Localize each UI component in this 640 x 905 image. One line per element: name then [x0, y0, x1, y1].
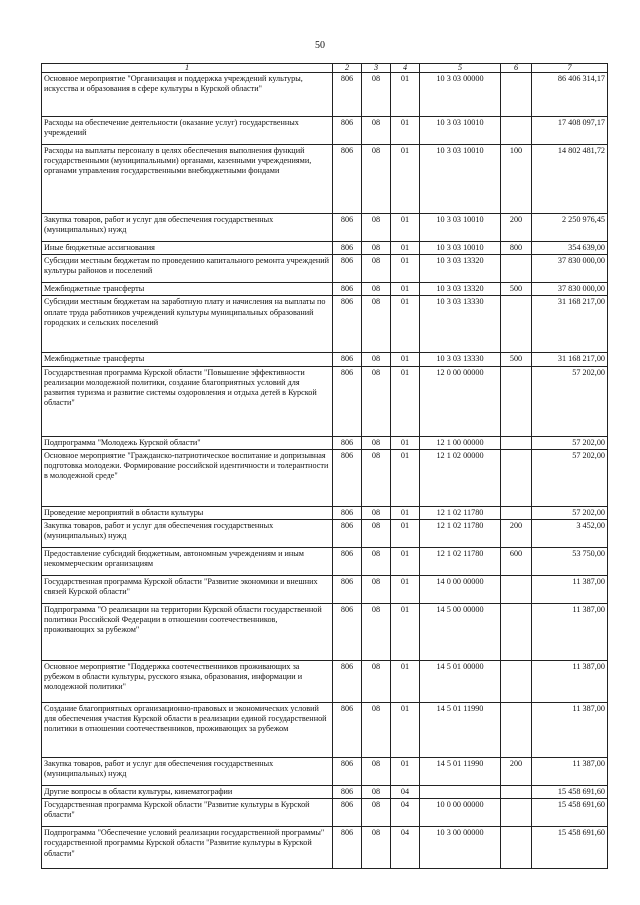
cell-ved: 806 — [333, 827, 362, 869]
cell-pr: 01 — [391, 604, 420, 661]
cell-vr: 600 — [501, 548, 532, 576]
table-row — [42, 283, 608, 296]
cell-rz: 08 — [362, 604, 391, 661]
cell-rz: 08 — [362, 214, 391, 242]
cell-sum: 53 750,00 — [532, 548, 608, 576]
cell-sum: 3 452,00 — [532, 520, 608, 548]
cell-rz: 08 — [362, 145, 391, 214]
cell-rz: 08 — [362, 353, 391, 366]
cell-pr: 01 — [391, 296, 420, 353]
cell-csr: 10 3 00 00000 — [420, 827, 501, 869]
table-body — [42, 73, 608, 869]
cell-pr: 01 — [391, 145, 420, 214]
cell-ved: 806 — [333, 758, 362, 786]
cell-rz: 08 — [362, 758, 391, 786]
cell-name: Государственная программа Курской области "Повышение эффективности реализации молодежной политики, создание благоприятных условий для развития туризма и развитие системы оздоровления и отдыха детей в Курской области" — [42, 366, 333, 436]
cell-rz: 08 — [362, 449, 391, 506]
cell-sum: 17 408 097,17 — [532, 117, 608, 145]
cell-rz: 08 — [362, 506, 391, 519]
table-header-row — [42, 64, 608, 73]
cell-sum: 37 830 000,00 — [532, 283, 608, 296]
cell-vr: 200 — [501, 214, 532, 242]
cell-rz: 08 — [362, 117, 391, 145]
table-row — [42, 703, 608, 758]
cell-vr — [501, 449, 532, 506]
cell-rz: 08 — [362, 786, 391, 799]
table-row — [42, 255, 608, 283]
page-number: 50 — [315, 40, 325, 51]
cell-name: Субсидии местным бюджетам на заработную плату и начисления на выплаты по оплате труда работников учреждений культуры муниципальных образований городских и сельских поселений — [42, 296, 333, 353]
cell-pr: 01 — [391, 242, 420, 255]
cell-pr: 01 — [391, 661, 420, 703]
cell-vr: 200 — [501, 520, 532, 548]
cell-sum: 15 458 691,60 — [532, 827, 608, 869]
table-row — [42, 145, 608, 214]
cell-csr — [420, 786, 501, 799]
cell-name: Предоставление субсидий бюджетным, автономным учреждениям и иным некоммерческим организациям — [42, 548, 333, 576]
cell-sum: 11 387,00 — [532, 604, 608, 661]
cell-rz: 08 — [362, 799, 391, 827]
cell-ved: 806 — [333, 786, 362, 799]
cell-sum: 2 250 976,45 — [532, 214, 608, 242]
cell-pr: 04 — [391, 786, 420, 799]
cell-rz: 08 — [362, 827, 391, 869]
table-row — [42, 520, 608, 548]
cell-ved: 806 — [333, 242, 362, 255]
table-row — [42, 366, 608, 436]
cell-pr: 01 — [391, 506, 420, 519]
cell-name: Основное мероприятие "Поддержка соотечественников проживающих за рубежом в области культуры, русского языка, образования, информации и молодежной политики" — [42, 661, 333, 703]
cell-rz: 08 — [362, 296, 391, 353]
cell-vr — [501, 661, 532, 703]
cell-pr: 01 — [391, 73, 420, 117]
table-row — [42, 548, 608, 576]
cell-ved: 806 — [333, 576, 362, 604]
cell-vr — [501, 436, 532, 449]
cell-sum: 31 168 217,00 — [532, 353, 608, 366]
cell-csr: 14 5 01 11990 — [420, 758, 501, 786]
table-row — [42, 758, 608, 786]
cell-ved: 806 — [333, 283, 362, 296]
cell-pr: 01 — [391, 214, 420, 242]
cell-rz: 08 — [362, 661, 391, 703]
col-header-name: 1 — [42, 64, 333, 73]
cell-csr: 12 1 02 11780 — [420, 520, 501, 548]
cell-vr — [501, 799, 532, 827]
cell-ved: 806 — [333, 604, 362, 661]
col-header-rz: 3 — [362, 64, 391, 73]
cell-vr — [501, 703, 532, 758]
cell-csr: 10 3 03 13320 — [420, 283, 501, 296]
cell-vr — [501, 255, 532, 283]
cell-name: Создание благоприятных организационно-правовых и экономических условий для обеспечения участия Курской области в реализации единой государственной политики в отношении соотечественников, проживающих за рубежом — [42, 703, 333, 758]
cell-vr — [501, 576, 532, 604]
col-header-csr: 5 — [420, 64, 501, 73]
cell-pr: 01 — [391, 117, 420, 145]
cell-ved: 806 — [333, 353, 362, 366]
cell-csr: 10 3 03 10010 — [420, 242, 501, 255]
cell-name: Межбюджетные трансферты — [42, 353, 333, 366]
cell-name: Основное мероприятие "Гражданско-патриотическое воспитание и допризывная подготовка молодежи. Формирование российской идентичности и толерантности в молодежной среде" — [42, 449, 333, 506]
cell-csr: 10 3 03 10010 — [420, 117, 501, 145]
table-row — [42, 436, 608, 449]
cell-csr: 10 3 03 10010 — [420, 145, 501, 214]
cell-csr: 12 1 00 00000 — [420, 436, 501, 449]
cell-sum: 11 387,00 — [532, 758, 608, 786]
cell-name: Основное мероприятие "Организация и поддержка учреждений культуры, искусства и образования в сфере культуры в Курской области" — [42, 73, 333, 117]
cell-vr — [501, 786, 532, 799]
cell-rz: 08 — [362, 73, 391, 117]
cell-rz: 08 — [362, 576, 391, 604]
cell-csr: 12 1 02 00000 — [420, 449, 501, 506]
cell-ved: 806 — [333, 366, 362, 436]
cell-csr: 10 3 03 13330 — [420, 353, 501, 366]
cell-ved: 806 — [333, 117, 362, 145]
cell-sum: 57 202,00 — [532, 366, 608, 436]
cell-csr: 10 3 03 13320 — [420, 255, 501, 283]
budget-table — [41, 63, 608, 869]
cell-name: Субсидии местным бюджетам по проведению капитального ремонта учреждений культуры районов и поселений — [42, 255, 333, 283]
cell-name: Расходы на обеспечение деятельности (оказание услуг) государственных учреждений — [42, 117, 333, 145]
table-row — [42, 506, 608, 519]
col-header-pr: 4 — [391, 64, 420, 73]
cell-ved: 806 — [333, 214, 362, 242]
cell-rz: 08 — [362, 255, 391, 283]
cell-rz: 08 — [362, 703, 391, 758]
table-row — [42, 214, 608, 242]
table-row — [42, 73, 608, 117]
cell-vr — [501, 604, 532, 661]
cell-pr: 01 — [391, 703, 420, 758]
cell-sum: 11 387,00 — [532, 661, 608, 703]
cell-ved: 806 — [333, 145, 362, 214]
table-row — [42, 799, 608, 827]
cell-ved: 806 — [333, 799, 362, 827]
cell-vr: 500 — [501, 283, 532, 296]
cell-pr: 01 — [391, 520, 420, 548]
cell-csr: 12 0 00 00000 — [420, 366, 501, 436]
cell-name: Закупка товаров, работ и услуг для обеспечения государственных (муниципальных) нужд — [42, 520, 333, 548]
table-row — [42, 242, 608, 255]
cell-vr — [501, 506, 532, 519]
cell-sum: 15 458 691,60 — [532, 786, 608, 799]
cell-ved: 806 — [333, 255, 362, 283]
cell-csr: 12 1 02 11780 — [420, 548, 501, 576]
cell-name: Государственная программа Курской области "Развитие экономики и внешних связей Курской области" — [42, 576, 333, 604]
col-header-sum: 7 — [532, 64, 608, 73]
cell-csr: 10 3 03 10010 — [420, 214, 501, 242]
cell-vr — [501, 117, 532, 145]
cell-rz: 08 — [362, 366, 391, 436]
cell-ved: 806 — [333, 436, 362, 449]
cell-sum: 37 830 000,00 — [532, 255, 608, 283]
cell-pr: 01 — [391, 449, 420, 506]
cell-csr: 12 1 02 11780 — [420, 506, 501, 519]
cell-sum: 11 387,00 — [532, 576, 608, 604]
cell-vr — [501, 827, 532, 869]
cell-vr: 800 — [501, 242, 532, 255]
table-row — [42, 604, 608, 661]
cell-vr: 200 — [501, 758, 532, 786]
cell-pr: 01 — [391, 366, 420, 436]
cell-pr: 04 — [391, 799, 420, 827]
cell-rz: 08 — [362, 548, 391, 576]
cell-pr: 01 — [391, 255, 420, 283]
table-row — [42, 661, 608, 703]
cell-ved: 806 — [333, 506, 362, 519]
cell-csr: 14 0 00 00000 — [420, 576, 501, 604]
cell-rz: 08 — [362, 436, 391, 449]
cell-csr: 14 5 01 00000 — [420, 661, 501, 703]
cell-ved: 806 — [333, 661, 362, 703]
cell-pr: 01 — [391, 548, 420, 576]
table-row — [42, 296, 608, 353]
table-row — [42, 117, 608, 145]
cell-vr — [501, 73, 532, 117]
cell-name: Другие вопросы в области культуры, кинематографии — [42, 786, 333, 799]
cell-ved: 806 — [333, 449, 362, 506]
cell-vr — [501, 366, 532, 436]
cell-csr: 10 3 03 00000 — [420, 73, 501, 117]
cell-ved: 806 — [333, 296, 362, 353]
cell-sum: 11 387,00 — [532, 703, 608, 758]
table-row — [42, 353, 608, 366]
cell-name: Подпрограмма "Молодежь Курской области" — [42, 436, 333, 449]
cell-pr: 01 — [391, 576, 420, 604]
cell-name: Государственная программа Курской области "Развитие культуры в Курской области" — [42, 799, 333, 827]
cell-name: Подпрограмма "Обеспечение условий реализации государственной программы" государственной программы Курской области "Развитие культуры в Курской области" — [42, 827, 333, 869]
cell-name: Межбюджетные трансферты — [42, 283, 333, 296]
table-row — [42, 449, 608, 506]
cell-name: Закупка товаров, работ и услуг для обеспечения государственных (муниципальных) нужд — [42, 214, 333, 242]
cell-sum: 57 202,00 — [532, 449, 608, 506]
cell-pr: 01 — [391, 758, 420, 786]
cell-pr: 01 — [391, 283, 420, 296]
cell-rz: 08 — [362, 520, 391, 548]
cell-sum: 354 639,00 — [532, 242, 608, 255]
cell-vr — [501, 296, 532, 353]
cell-sum: 86 406 314,17 — [532, 73, 608, 117]
table-row — [42, 827, 608, 869]
cell-name: Иные бюджетные ассигнования — [42, 242, 333, 255]
cell-pr: 01 — [391, 436, 420, 449]
cell-name: Расходы на выплаты персоналу в целях обеспечения выполнения функций государственными (муниципальными) органами, казенными учреждениями, органами управления государственными внебюджетными фондами — [42, 145, 333, 214]
cell-rz: 08 — [362, 242, 391, 255]
cell-sum: 57 202,00 — [532, 506, 608, 519]
cell-vr: 500 — [501, 353, 532, 366]
cell-csr: 14 5 00 00000 — [420, 604, 501, 661]
cell-name: Закупка товаров, работ и услуг для обеспечения государственных (муниципальных) нужд — [42, 758, 333, 786]
cell-name: Проведение мероприятий в области культуры — [42, 506, 333, 519]
cell-csr: 10 3 03 13330 — [420, 296, 501, 353]
cell-sum: 15 458 691,60 — [532, 799, 608, 827]
cell-sum: 14 802 481,72 — [532, 145, 608, 214]
cell-ved: 806 — [333, 520, 362, 548]
cell-ved: 806 — [333, 73, 362, 117]
table-row — [42, 576, 608, 604]
cell-csr: 10 0 00 00000 — [420, 799, 501, 827]
cell-pr: 01 — [391, 353, 420, 366]
cell-rz: 08 — [362, 283, 391, 296]
cell-ved: 806 — [333, 703, 362, 758]
table-row — [42, 786, 608, 799]
cell-vr: 100 — [501, 145, 532, 214]
cell-sum: 57 202,00 — [532, 436, 608, 449]
cell-sum: 31 168 217,00 — [532, 296, 608, 353]
cell-name: Подпрограмма "О реализации на территории Курской области государственной политики Российской Федерации в отношении соотечественников, проживающих за рубежом" — [42, 604, 333, 661]
cell-ved: 806 — [333, 548, 362, 576]
col-header-ved: 2 — [333, 64, 362, 73]
col-header-vr: 6 — [501, 64, 532, 73]
cell-pr: 04 — [391, 827, 420, 869]
cell-csr: 14 5 01 11990 — [420, 703, 501, 758]
